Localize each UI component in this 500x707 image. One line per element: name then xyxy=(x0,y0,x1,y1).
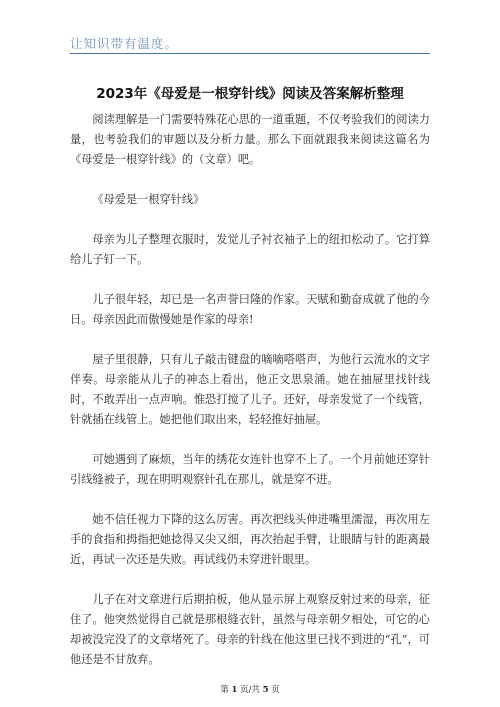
page-footer xyxy=(0,683,500,695)
paragraph-1: 母亲为儿子整理衣服时，发觉儿子衬衣袖子上的纽扣松动了。它打算给儿子钉一下。 xyxy=(70,233,430,266)
footer-prefix: 第 xyxy=(220,685,229,695)
paragraph-4: 可她遇到了麻烦，当年的绣花女连针也穿不上了。一个月前她还穿针引线缝被子，现在明明观察针孔在那儿，就是穿不进。 xyxy=(70,453,430,486)
footer-middle: 页/共 xyxy=(240,685,260,695)
header-divider xyxy=(70,53,430,54)
header-motto: 让知识带有温度。 xyxy=(70,36,179,51)
paragraph-3: 屋子里很静，只有儿子敲击键盘的嘀嘀嗒嗒声，为他行云流水的文字伴奏。母亲能从儿子的神态上看出，他正文思泉涌。她在抽屉里找针线时，不敢弄出一点声响。惟恐打搅了儿子。还好，母亲发觉了一个线管，针就插在线管上。她把他们取出来，轻轻推好抽屉。 xyxy=(70,353,430,426)
paragraph-6: 儿子在对文章进行后期拍板，他从显示屏上观察反射过来的母亲，征住了。他突然觉得自己就是那根缝衣针，虽然与母亲朝夕相处，可它的心却被没完没了的文章堵死了。母亲的针线在他这里已找不到进的“孔”，可他还是不甘放弃。 xyxy=(70,593,430,666)
document-body xyxy=(70,110,430,690)
paragraph-subtitle: 《母爱是一根穿针线》 xyxy=(92,193,205,206)
footer-total-pages: 5 xyxy=(262,685,269,695)
footer-current-page: 1 xyxy=(231,685,238,695)
paragraph-2: 儿子很年轻，却已是一名声誉曰隆的作家。天赋和勤奋成就了他的今日。母亲因此而傲慢她是作家的母亲! xyxy=(70,293,430,326)
footer-suffix: 页 xyxy=(271,685,280,695)
paragraph-5: 她不信任视力下降的这么厉害。再次把线头伸进嘴里濡湿，再次用左手的食指和拇指把她捻得又尖又细，再次抬起手臂，让眼睛与针的距离最近，再试一次还是失败。再试线仍未穿进针眼里。 xyxy=(70,513,430,566)
page-header xyxy=(0,0,500,58)
document-title: 2023年《母爱是一根穿针线》阅读及答案解析整理 xyxy=(96,86,404,102)
paragraph-intro: 阅读理解是一门需要特殊花心思的一道重题，不仅考验我们的阅读力量，也考验我们的审题以及分析力量。那么下面就跟我来阅读这篇名为《母爱是一根穿针线》的（文章）吧。 xyxy=(70,113,430,166)
